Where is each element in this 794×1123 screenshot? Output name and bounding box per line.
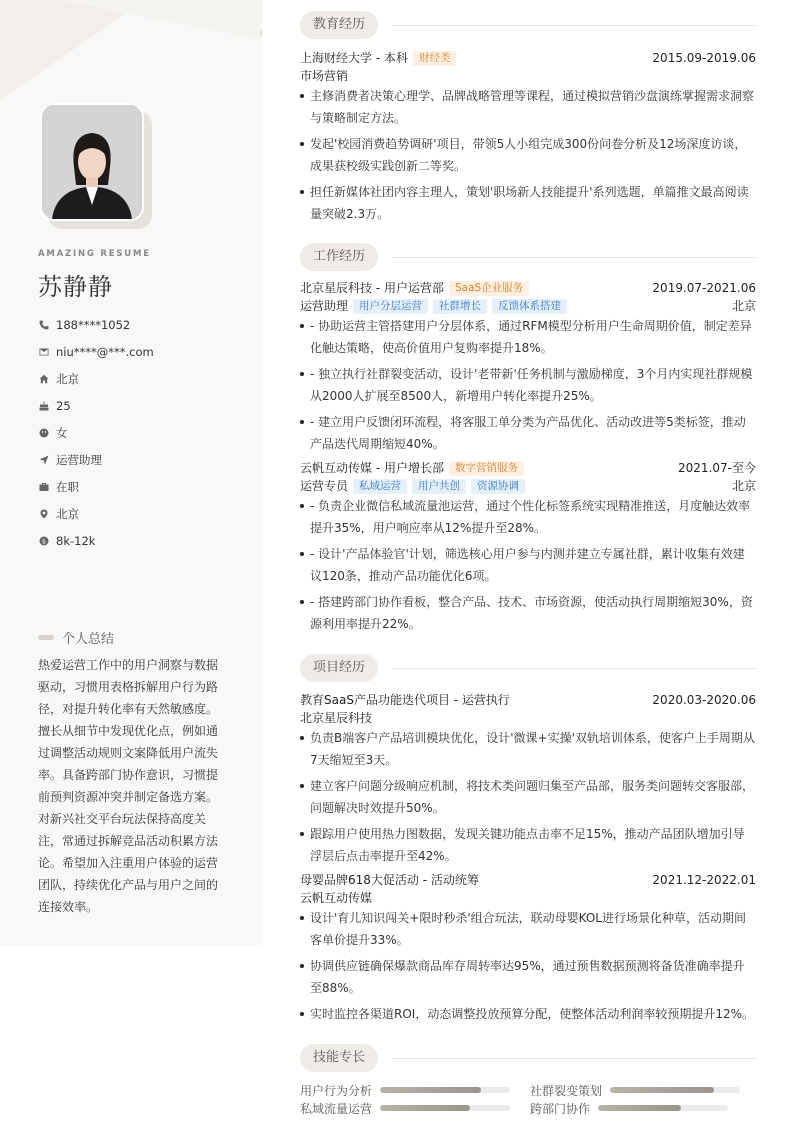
skill-level-fill [380,1087,481,1093]
project-bullets [300,727,756,871]
school-tag: 财经类 [413,51,457,66]
info-status: 在职 [38,473,154,500]
list-item: - 设计'产品体验官'计划，筛选核心用户参与内测并建立专属社群，累计收集有效建议120条，推动产品功能优化6项。 [300,543,756,587]
portrait-image [42,105,142,219]
list-item: - 搭建跨部门协作看板，整合产品、技术、市场资源，使活动执行周期缩短30%，资源利用率提升22%。 [300,591,756,635]
list-item: - 建立用户反馈闭环流程，将客服工单分类为产品优化、活动改进等5类标签，推动产品迭代周期缩短40%。 [300,411,756,455]
education-header [300,49,756,67]
section-divider [392,257,756,258]
job-role-row [300,477,756,495]
section-work [300,243,756,271]
info-city: 北京 [38,500,154,527]
list-item: - 协助运营主管搭建用户分层体系，通过RFM模型分析用户生命周期价值，制定差异化触达策略，使高价值用户复购率提升18%。 [300,315,756,359]
project-org-row [300,709,756,727]
section-title: 技能专长 [300,1044,378,1072]
job-dates: 2019.07-2021.06 [652,281,756,295]
job-role: 运营助理 [300,299,349,313]
section-education [300,11,756,39]
list-item: - 负责企业微信私域流量池运营，通过个性化标签系统实现精准推送，月度触达效率提升35%，用户响应率从12%提升至28%。 [300,495,756,539]
contact-info [38,311,154,554]
skill-name: 用户行为分析 [300,1083,373,1098]
summary-header [38,628,114,647]
skill-tag: 私域运营 [353,479,407,494]
project-bullets [300,907,756,1029]
job-dates: 2021.07-至今 [678,461,756,475]
mail-icon [38,346,50,358]
section-divider [392,1058,756,1059]
skill-level-bar [380,1087,510,1093]
project-org: 云帆互动传媒 [300,891,373,905]
skill-level-fill [598,1105,681,1111]
skill-item [530,1081,740,1099]
project-header [300,691,756,709]
skill-level-bar [380,1105,510,1111]
industry-tag: 数字营销服务 [449,461,524,476]
list-item: 负责B端客户产品培训模块优化，设计'微课+实操'双轨培训体系，使客户上手周期从7天缩短至3天。 [300,727,756,771]
list-item: 担任新媒体社团内容主理人，策划'职场新人技能提升'系列选题，单篇推文最高阅读量突破2.3万。 [300,181,756,225]
avatar [40,103,144,221]
candidate-name: 苏静静 [38,273,113,301]
sidebar [0,0,262,945]
job-bullets [300,315,756,459]
project-name: 教育SaaS产品功能迭代项目 - 运营执行 [300,693,510,707]
info-gender: 女 [38,419,154,446]
skill-tag: 用户分层运营 [353,299,428,314]
info-home: 北京 [38,365,154,392]
location-pin-icon [38,508,50,520]
info-salary: $ 8k-12k [38,527,154,554]
skill-tag: 用户共创 [412,479,466,494]
project-dates: 2021.12-2022.01 [652,873,756,887]
brand-label: AMAZING RESUME [38,249,151,259]
summary-marker [38,635,54,640]
svg-text:$: $ [41,536,47,545]
education-bullets [300,85,756,229]
project-name: 母婴品牌618大促活动 - 活动统筹 [300,873,479,887]
school-name: 上海财经大学 - 本科 [300,51,408,65]
list-item: 建立客户问题分级响应机制，将技术类问题归集至产品部，服务类问题转交客服部，问题解决时效提升50%。 [300,775,756,819]
list-item: 设计'育儿知识闯关+限时秒杀'组合玩法，联动母婴KOL进行场景化种草，活动期间客单价提升33%。 [300,907,756,951]
list-item: 主修消费者决策心理学、品牌战略管理等课程，通过模拟营销沙盘演练掌握需求洞察与策略制定方法。 [300,85,756,129]
skill-name: 跨部门协作 [530,1101,591,1116]
industry-tag: SaaS企业服务 [449,281,529,296]
project-org: 北京星辰科技 [300,711,373,725]
project-org-row [300,889,756,907]
skill-tag: 反馈体系搭建 [492,299,567,314]
skill-item [530,1099,728,1117]
section-divider [392,25,756,26]
job-city: 北京 [731,299,756,313]
section-projects [300,654,756,682]
section-title: 工作经历 [300,243,378,271]
section-title: 教育经历 [300,11,378,39]
job-company: 北京星辰科技 - 用户运营部 [300,281,444,295]
sidebar-decoration [0,0,262,110]
section-title: 项目经历 [300,654,378,682]
cake-icon [38,400,50,412]
phone-icon [38,319,50,331]
skill-level-fill [610,1087,714,1093]
skill-tag: 社群增长 [433,299,487,314]
skill-tag: 资源协调 [471,479,525,494]
list-item: 跟踪用户使用热力图数据，发现关键功能点击率不足15%，推动产品团队增加引导浮层后点击率提升至42%。 [300,823,756,867]
skill-level-bar [610,1087,740,1093]
list-item: 实时监控各渠道ROI，动态调整投放预算分配，使整体活动利润率较预期提升12%。 [300,1003,756,1025]
job-role-row [300,297,756,315]
skill-name: 社群裂变策划 [530,1083,603,1098]
skill-name: 私域流量运营 [300,1101,373,1116]
project-dates: 2020.03-2020.06 [652,693,756,707]
skill-level-fill [380,1105,470,1111]
section-skills [300,1044,756,1072]
job-city: 北京 [731,479,756,493]
job-header [300,459,756,477]
send-icon [38,454,50,466]
job-company: 云帆互动传媒 - 用户增长部 [300,461,444,475]
gender-icon [38,427,50,439]
job-header [300,279,756,297]
info-phone: 188****1052 [38,311,154,338]
list-item: - 独立执行社群裂变活动，设计'老带新'任务机制与激励梯度，3个月内实现社群规模从2000人扩展至8500人，新增用户转化率提升25%。 [300,363,756,407]
major: 市场营销 [300,69,349,83]
job-bullets [300,495,756,639]
briefcase-icon [38,481,50,493]
education-major-row [300,67,756,85]
project-header [300,871,756,889]
summary-text: 热爱运营工作中的用户洞察与数据驱动，习惯用表格拆解用户行为路径，对提升转化率有天然敏感度。擅长从细节中发现优化点，例如通过调整活动规则文案降低用户流失率。具备跨部门协作意识，习惯提前预判资源冲突并制定备选方案。对新兴社交平台玩法保持高度关注，常通过拆解竞品活动积累方法论。希望加入注重用户体验的运营团队，持续优化产品与用户之间的连接效率。 [38,658,219,914]
info-position: 运营助理 [38,446,154,473]
skill-item [300,1081,510,1099]
home-icon [38,373,50,385]
list-item: 发起'校园消费趋势调研'项目，带领5人小组完成300份问卷分析及12场深度访谈，成果获校级实践创新二等奖。 [300,133,756,177]
list-item: 协调供应链确保爆款商品库存周转率达95%，通过预售数据预测将备货准确率提升至88%。 [300,955,756,999]
skill-level-bar [598,1105,728,1111]
info-email: niu****@***.com [38,338,154,365]
skill-item [300,1099,510,1117]
job-role: 运营专员 [300,479,349,493]
education-dates: 2015.09-2019.06 [652,51,756,65]
section-divider [392,668,756,669]
summary-title: 个人总结 [62,632,115,647]
info-age: 25 [38,392,154,419]
salary-icon [38,535,50,547]
